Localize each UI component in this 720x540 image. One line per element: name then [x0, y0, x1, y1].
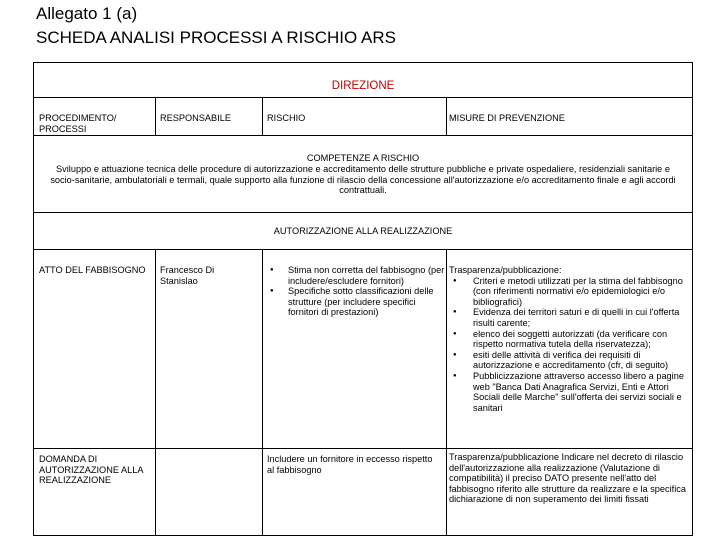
competenze-text: Sviluppo e attuazione tecnica delle procedure di autorizzazione e accreditamento delle strutture pubbliche e private ospedaliere, residenziali sanitarie e socio-sanitarie, ambulatoriali e termali, quale supporto alla funzione di rilascio della concessione all'autorizzazione e/o accreditamento finale e agli accordi contrattuali.	[50, 164, 676, 196]
row2-misure: Trasparenza/pubblicazione Indicare nel decreto di rilascio dell'autorizzazione alla realizzazione (Valutazione di compatibilità) il preciso DATO presente nell'atto del fabbisogno riferito alle strutture da realizzare e la specifica dichiarazione di non superamento dei limiti fissati	[449, 452, 686, 505]
column-divider	[262, 97, 263, 135]
header-procedimento: PROCEDIMENTO/ PROCESSI	[39, 113, 117, 134]
row1-misure	[449, 265, 692, 413]
column-divider	[446, 249, 447, 536]
row-divider	[33, 135, 693, 136]
row-divider	[33, 448, 693, 449]
misure-item: ● elenco dei soggetti autorizzati (da verificare con rispetto normativa tutela della riservatezza);	[449, 329, 692, 350]
row2-procedimento: DOMANDA DI AUTORIZZAZIONE ALLA REALIZZAZIONE	[39, 454, 143, 486]
misure-title: Trasparenza/pubblicazione:	[449, 265, 562, 275]
row-divider	[33, 212, 693, 213]
column-divider	[155, 97, 156, 135]
row1-responsabile: Francesco Di Stanislao	[160, 265, 215, 286]
misure-item: ● Evidenza dei territori saturi e di quelli in cui l'offerta risulti carente;	[449, 307, 692, 328]
rischio-item: ● Stima non corretta del fabbisogno (per includere/escludere fornitori)	[266, 265, 446, 286]
document-title: SCHEDA ANALISI PROCESSI A RISCHIO ARS	[36, 28, 396, 47]
rischio-item: ● Specifiche sotto classificazioni delle strutture (per includere specifici fornitori di prestazioni)	[266, 286, 446, 318]
misure-item: ● esiti delle attività di verifica dei requisiti di autorizzazione e accreditamento (cfr, di seguito)	[449, 350, 692, 371]
row1-rischio	[266, 265, 446, 318]
column-divider	[446, 97, 447, 135]
row-divider	[33, 97, 693, 98]
competenze-title: COMPETENZE A RISCHIO	[306, 153, 420, 163]
header-rischio: RISCHIO	[267, 113, 306, 123]
header-responsabile: RESPONSABILE	[160, 113, 231, 123]
direzione-heading: DIREZIONE	[331, 80, 395, 92]
column-divider	[155, 249, 156, 536]
misure-item: ● Pubblicizzazione attraverso accesso libero a pagine web "Banca Dati Anagrafica Servizi, Enti e Attori Sociali delle Marche" sull'offerta dei servizi sociali e sanitari	[449, 371, 692, 413]
misure-item: ● Criteri e metodi utilizzati per la stima del fabbisogno (con riferimenti normativi e/o epidemiologici e/o bibliografici)	[449, 276, 692, 308]
column-divider	[262, 249, 263, 536]
row1-procedimento: ATTO DEL FABBISOGNO	[39, 265, 146, 275]
section-title: AUTORIZZAZIONE ALLA REALIZZAZIONE	[273, 226, 453, 236]
row-divider	[33, 249, 693, 250]
header-misure: MISURE DI PREVENZIONE	[449, 113, 565, 123]
row2-rischio: Includere un fornitore in eccesso rispetto al fabbisogno	[267, 454, 433, 475]
document-subtitle: Allegato 1 (a)	[36, 4, 138, 23]
